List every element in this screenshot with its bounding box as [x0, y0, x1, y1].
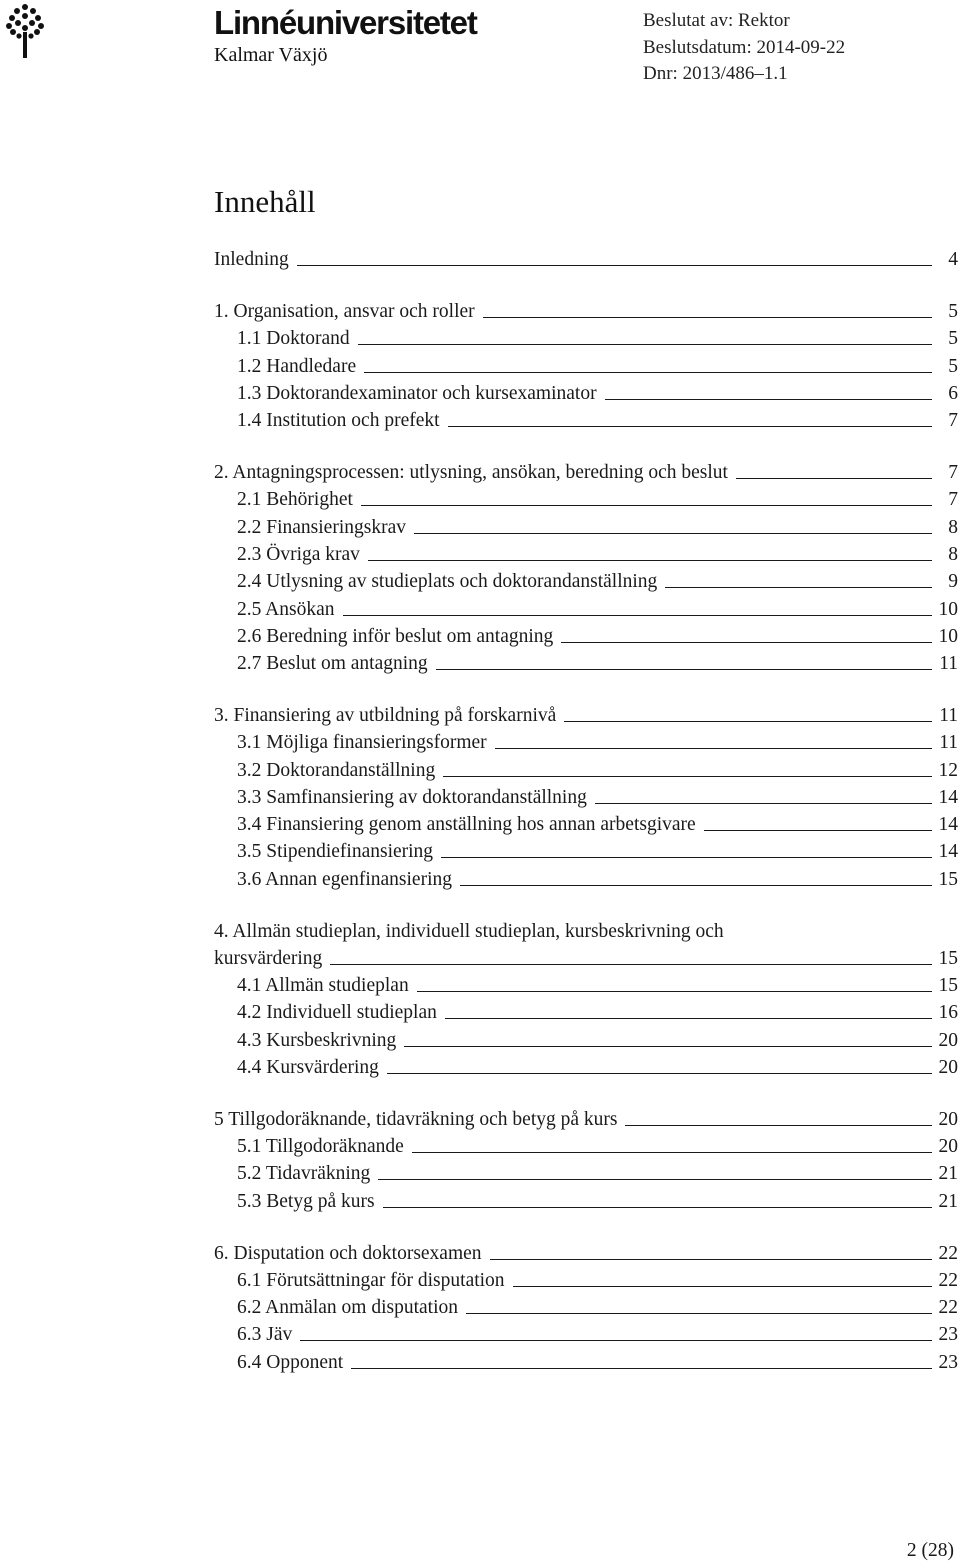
- toc-leader-line: [378, 1179, 932, 1180]
- toc-entry[interactable]: [214, 1052, 958, 1079]
- toc-entry-page: 23: [938, 1324, 958, 1346]
- toc-entry-label: 5 Tillgodoräknande, tidavräkning och betyg på kurs: [214, 1108, 618, 1130]
- toc-leader-line: [448, 426, 932, 427]
- toc-entry[interactable]: [214, 566, 958, 593]
- toc-entry-page: 21: [938, 1190, 958, 1212]
- toc-entry-page: 22: [938, 1242, 958, 1264]
- toc-entry-label: 6.2 Anmälan om disputation: [237, 1297, 458, 1319]
- toc-entry-label: 2.5 Ansökan: [237, 598, 335, 620]
- toc-entry[interactable]: [214, 970, 958, 997]
- toc-entry-label: 1.4 Institution och prefekt: [237, 410, 440, 432]
- toc-entry-label: 3.5 Stipendiefinansiering: [237, 841, 434, 863]
- toc-entry-label: 3.6 Annan egenfinansiering: [237, 868, 452, 890]
- page-title: Innehåll: [214, 184, 316, 219]
- toc-leader-line: [483, 317, 932, 318]
- toc-leader-line: [443, 776, 932, 777]
- toc-entry-page: 10: [938, 598, 958, 620]
- toc-entry-label: 5.2 Tidavräkning: [237, 1163, 371, 1185]
- toc-entry[interactable]: [214, 484, 958, 511]
- toc-entry[interactable]: [214, 350, 958, 377]
- toc-entry-page: 15: [938, 868, 958, 890]
- toc-entry-page: 8: [948, 543, 958, 565]
- toc-leader-line: [404, 1046, 932, 1047]
- toc-leader-line: [466, 1313, 932, 1314]
- toc-entry[interactable]: [214, 1104, 958, 1131]
- toc-entry-label: 3.2 Doktorandanställning: [237, 759, 436, 781]
- toc-entry-page: 4: [948, 249, 958, 271]
- toc-leader-line: [445, 1018, 932, 1019]
- toc-leader-line: [460, 885, 932, 886]
- toc-leader-line: [343, 615, 933, 616]
- toc-entry[interactable]: [214, 997, 958, 1024]
- toc-leader-line: [513, 1286, 932, 1287]
- toc-entry-page: 7: [948, 410, 958, 432]
- toc-entry[interactable]: [214, 1265, 958, 1292]
- toc-entry-label: 4.4 Kursvärdering: [237, 1057, 379, 1079]
- toc-leader-line: [383, 1207, 932, 1208]
- toc-leader-line: [665, 587, 932, 588]
- toc-entry-label: 3.3 Samfinansiering av doktorandanställning: [237, 786, 587, 808]
- toc-entry-label: 2.4 Utlysning av studieplats och doktorandanställning: [237, 571, 658, 593]
- toc-entry-page: 20: [938, 1029, 958, 1051]
- toc-leader-line: [441, 857, 932, 858]
- toc-section: [214, 296, 958, 432]
- toc-entry-page: 15: [938, 975, 958, 997]
- toc-leader-line: [704, 830, 932, 831]
- toc-entry[interactable]: [214, 1319, 958, 1346]
- page-number: 2 (28): [906, 1540, 954, 1561]
- toc-leader-line: [330, 964, 932, 965]
- toc-leader-line: [417, 991, 932, 992]
- toc-entry-page: 14: [938, 814, 958, 836]
- toc-entry[interactable]: [214, 378, 958, 405]
- toc-entry-label: 2.6 Beredning inför beslut om antagning: [237, 625, 554, 647]
- toc-entry[interactable]: [214, 1346, 958, 1373]
- toc-leader-line: [564, 721, 932, 722]
- toc-entry[interactable]: [214, 244, 958, 271]
- toc-leader-line: [368, 560, 932, 561]
- toc-leader-line: [625, 1125, 932, 1126]
- toc-entry-page: 7: [948, 462, 958, 484]
- toc-entry-label: 2.2 Finansieringskrav: [237, 516, 406, 538]
- toc-entry[interactable]: [214, 511, 958, 538]
- toc-entry-label: 3.1 Möjliga finansieringsformer: [237, 732, 487, 754]
- toc-entry[interactable]: [214, 1237, 958, 1264]
- toc-leader-line: [358, 344, 932, 345]
- toc-entry-page: 16: [938, 1002, 958, 1024]
- toc-leader-line: [297, 265, 932, 266]
- university-logo: [0, 0, 540, 80]
- toc-entry-page: 22: [938, 1269, 958, 1291]
- toc-entry-label: 6. Disputation och doktorsexamen: [214, 1242, 482, 1264]
- toc-entry[interactable]: [214, 539, 958, 566]
- toc-entry-label: 1.1 Doktorand: [237, 328, 350, 350]
- toc-entry-label: 5.3 Betyg på kurs: [237, 1190, 375, 1212]
- logo-cities: Kalmar Växjö: [214, 44, 328, 66]
- toc-entry[interactable]: [214, 323, 958, 350]
- toc-entry[interactable]: [214, 1185, 958, 1212]
- toc-entry-label: 1.3 Doktorandexaminator och kursexaminator: [237, 382, 597, 404]
- toc-section: [214, 1104, 958, 1213]
- toc-entry-page: 23: [938, 1351, 958, 1373]
- toc-leader-line: [490, 1259, 932, 1260]
- toc-entry-label: 2. Antagningsprocessen: utlysning, ansökan, beredning och beslut: [214, 462, 728, 484]
- toc-entry-label: kursvärdering: [214, 947, 323, 969]
- toc-section: [214, 244, 958, 271]
- toc-leader-line: [561, 642, 932, 643]
- toc-entry-page: 7: [948, 489, 958, 511]
- toc-entry-page: 5: [948, 328, 958, 350]
- toc-entry[interactable]: [214, 593, 958, 620]
- toc-section: [214, 915, 958, 1079]
- decision-meta: [643, 8, 845, 88]
- toc-leader-line: [387, 1073, 932, 1074]
- toc-entry[interactable]: [214, 782, 958, 809]
- meta-decided-by: Beslutat av: Rektor: [643, 10, 790, 31]
- toc-entry[interactable]: [214, 621, 958, 648]
- toc-entry-page: 11: [939, 732, 958, 754]
- toc-entry-label: 6.3 Jäv: [237, 1324, 293, 1346]
- toc-entry-label-line: 4. Allmän studieplan, individuell studieplan, kursbeskrivning och: [214, 920, 724, 942]
- tree-logo-icon: [4, 2, 46, 60]
- toc-entry-label: 4.2 Individuell studieplan: [237, 1002, 437, 1024]
- toc-entry-label: 4.1 Allmän studieplan: [237, 975, 409, 997]
- toc-entry-page: 11: [939, 704, 958, 726]
- toc-section: [214, 1237, 958, 1373]
- toc-leader-line: [351, 1368, 932, 1369]
- toc-entry[interactable]: [214, 943, 958, 970]
- toc-leader-line: [436, 669, 932, 670]
- toc-entry-page: 5: [948, 355, 958, 377]
- toc-entry[interactable]: [214, 700, 958, 727]
- toc-entry-label: 6.1 Förutsättningar för disputation: [237, 1269, 505, 1291]
- toc-entry-label: 2.1 Behörighet: [237, 489, 353, 511]
- toc-entry[interactable]: [214, 1131, 958, 1158]
- toc-entry[interactable]: [214, 809, 958, 836]
- toc-entry[interactable]: [214, 1024, 958, 1051]
- toc-leader-line: [495, 748, 932, 749]
- toc-entry-label: Inledning: [214, 249, 289, 271]
- table-of-contents: [214, 244, 958, 1398]
- toc-leader-line: [605, 399, 932, 400]
- meta-reference-number: Dnr: 2013/486–1.1: [643, 63, 788, 84]
- toc-leader-line: [595, 803, 932, 804]
- toc-entry-page: 5: [948, 301, 958, 323]
- toc-leader-line: [412, 1152, 932, 1153]
- toc-entry-page: 9: [948, 571, 958, 593]
- toc-entry-page: 8: [948, 516, 958, 538]
- toc-entry-label: 3. Finansiering av utbildning på forskarnivå: [214, 704, 557, 726]
- toc-entry[interactable]: [214, 836, 958, 863]
- toc-entry-label: 3.4 Finansiering genom anställning hos annan arbetsgivare: [237, 814, 696, 836]
- toc-entry-page: 21: [938, 1163, 958, 1185]
- toc-leader-line: [414, 533, 932, 534]
- toc-entry-label: 2.7 Beslut om antagning: [237, 653, 428, 675]
- toc-entry-page: 14: [938, 786, 958, 808]
- toc-entry-page: 15: [938, 947, 958, 969]
- toc-entry-page: 11: [939, 653, 958, 675]
- toc-section: [214, 457, 958, 675]
- toc-entry[interactable]: [214, 405, 958, 432]
- toc-entry-page: 10: [938, 625, 958, 647]
- toc-entry-page: 20: [938, 1108, 958, 1130]
- toc-entry[interactable]: [214, 296, 958, 323]
- toc-leader-line: [300, 1340, 932, 1341]
- toc-entry-label: 1.2 Handledare: [237, 355, 357, 377]
- toc-section: [214, 700, 958, 891]
- toc-entry[interactable]: [214, 1292, 958, 1319]
- toc-entry-page: 14: [938, 841, 958, 863]
- toc-entry-page: 20: [938, 1136, 958, 1158]
- toc-entry[interactable]: [214, 727, 958, 754]
- toc-entry[interactable]: [214, 754, 958, 781]
- toc-entry-page: 12: [938, 759, 958, 781]
- toc-entry[interactable]: [214, 457, 958, 484]
- toc-entry[interactable]: [214, 1158, 958, 1185]
- logo-name: Linnéuniversitetet: [214, 4, 477, 41]
- toc-entry-label: 4.3 Kursbeskrivning: [237, 1029, 397, 1051]
- toc-entry-label: 1. Organisation, ansvar och roller: [214, 301, 475, 323]
- toc-leader-line: [364, 372, 932, 373]
- toc-entry[interactable]: [214, 648, 958, 675]
- toc-entry-page: 22: [938, 1297, 958, 1319]
- toc-entry-label: 2.3 Övriga krav: [237, 543, 360, 565]
- toc-leader-line: [361, 505, 932, 506]
- toc-entry-page: 6: [948, 382, 958, 404]
- toc-entry-label: 5.1 Tillgodoräknande: [237, 1136, 404, 1158]
- toc-entry-page: 20: [938, 1057, 958, 1079]
- toc-leader-line: [736, 478, 932, 479]
- toc-entry[interactable]: [214, 863, 958, 890]
- meta-decision-date: Beslutsdatum: 2014-09-22: [643, 36, 846, 58]
- toc-entry-label: 6.4 Opponent: [237, 1351, 344, 1373]
